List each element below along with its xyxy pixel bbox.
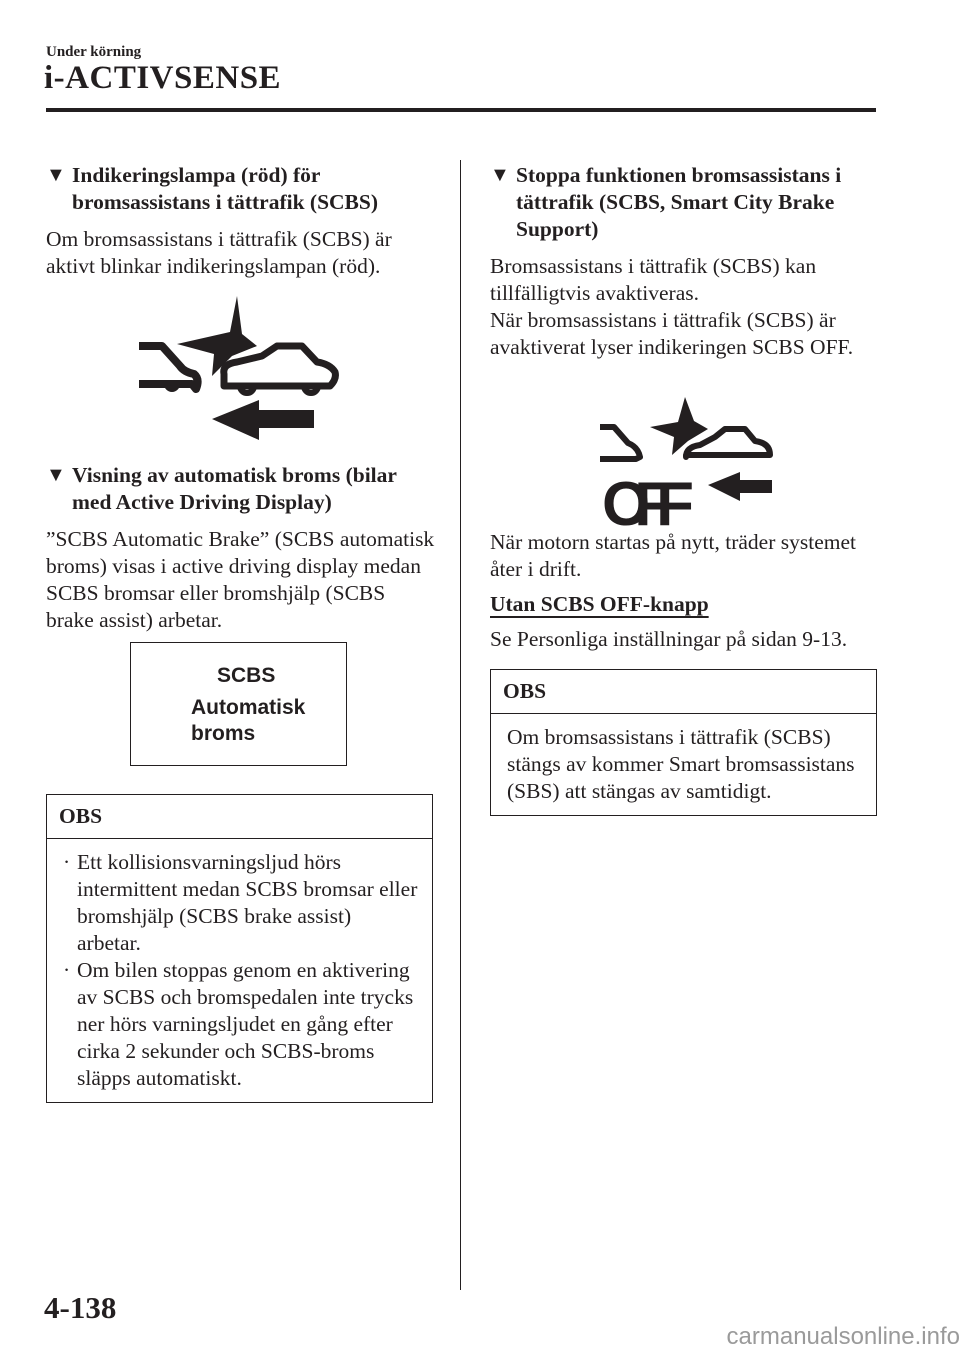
section-title: Under körning bbox=[46, 44, 142, 60]
column-divider bbox=[460, 160, 461, 1290]
paragraph: När motorn startas på nytt, träder systemet åter i drift. bbox=[490, 530, 856, 581]
bullet-text: Om bilen stoppas genom en aktivering av SCBS och bromspedalen inte trycks ner hörs varningsljudet en gång efter cirka 2 sekunder och SCBS-broms släpps automatiskt. bbox=[77, 958, 414, 1090]
scbs-off-indicator-icon bbox=[490, 369, 880, 537]
heading-display bbox=[46, 462, 436, 516]
paragraph: ”SCBS Automatic Brake” (SCBS automatisk broms) visas i active driving display medan SCBS bromsar eller bromshjälp (SCBS brake assist) arbetar. bbox=[46, 527, 435, 632]
triangle-icon: ▼ bbox=[46, 464, 66, 486]
triangle-icon: ▼ bbox=[490, 164, 510, 186]
left-column bbox=[46, 162, 436, 1103]
paragraph: Se Personliga inställningar på sidan 9-13. bbox=[490, 627, 848, 651]
note-bullet: · Om bilen stoppas genom en aktivering av SCBS och bromspedalen inte trycks ner hörs varningsljudet en gång efter cirka 2 sekunder och SCBS-broms släpps automatiskt. bbox=[63, 957, 420, 1092]
display-line: Automatisk bbox=[191, 696, 306, 719]
note-bullet: · Ett kollisionsvarningsljud hörs intermittent medan SCBS bromsar eller bromshjälp (SCBS brake assist) arbetar. bbox=[63, 849, 420, 957]
off-label: OFF bbox=[602, 470, 694, 537]
note-body: Om bromsassistans i tättrafik (SCBS) stängs av kommer Smart bromsassistans (SBS) att stängas av samtidigt. bbox=[507, 725, 855, 803]
bullet-text: Ett kollisionsvarningsljud hörs intermittent medan SCBS bromsar eller bromshjälp (SCBS brake assist) arbetar. bbox=[77, 850, 418, 955]
paragraph: När bromsassistans i tättrafik (SCBS) är avaktiverat lyser indikeringen SCBS OFF. bbox=[490, 308, 854, 359]
active-driving-display-sample bbox=[130, 642, 347, 766]
subheading: Utan SCBS OFF-knapp bbox=[490, 592, 709, 616]
page-number: 4-138 bbox=[44, 1290, 117, 1325]
chapter-title: i-ACTIVSENSE bbox=[44, 60, 282, 96]
note-box bbox=[490, 669, 877, 816]
heading-text: Visning av automatisk broms (bilar med Active Driving Display) bbox=[72, 463, 397, 514]
heading-text: Stoppa funktionen bromsassistans i tättrafik (SCBS, Smart City Brake Support) bbox=[516, 163, 842, 241]
heading-stop-function bbox=[490, 162, 880, 243]
note-title: OBS bbox=[47, 795, 432, 839]
note-title: OBS bbox=[491, 670, 876, 714]
paragraph: Om bromsassistans i tättrafik (SCBS) är aktivt blinkar indikeringslampan (röd). bbox=[46, 227, 392, 278]
watermark: carmanualsonline.info bbox=[726, 1323, 960, 1350]
triangle-icon: ▼ bbox=[46, 164, 66, 186]
header-rule bbox=[46, 108, 876, 112]
right-column bbox=[490, 162, 880, 816]
heading-indicator bbox=[46, 162, 436, 216]
display-line: broms bbox=[191, 722, 256, 745]
paragraph: Bromsassistans i tättrafik (SCBS) kan tillfälligtvis avaktiveras. bbox=[490, 254, 817, 305]
display-line: SCBS bbox=[217, 664, 276, 687]
note-box bbox=[46, 794, 433, 1103]
scbs-indicator-icon bbox=[46, 288, 436, 428]
heading-text: Indikeringslampa (röd) för bromsassistans i tättrafik (SCBS) bbox=[72, 163, 379, 214]
